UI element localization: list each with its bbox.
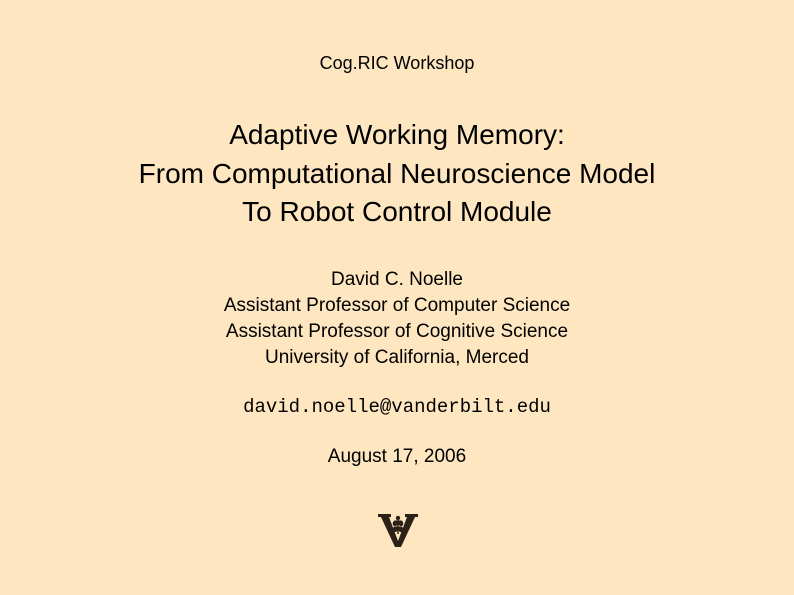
workshop-name: Cog.RIC Workshop (319, 53, 475, 73)
slide-title (0, 116, 794, 232)
author-block (0, 267, 794, 371)
author-email: david.noelle@vanderbilt.edu (243, 396, 551, 418)
author-affiliation-3: University of California, Merced (265, 347, 529, 368)
title-line-2: From Computational Neuroscience Model (138, 157, 656, 189)
author-name: David C. Noelle (331, 269, 463, 290)
title-line-1: Adaptive Working Memory: (229, 119, 565, 150)
author-affiliation-1: Assistant Professor of Computer Science (223, 295, 571, 316)
presentation-date: August 17, 2006 (327, 446, 467, 467)
title-line-3: To Robot Control Module (242, 196, 552, 227)
vanderbilt-v-oak-leaf-icon (378, 512, 418, 548)
author-affiliation-2: Assistant Professor of Cognitive Science (225, 321, 569, 342)
